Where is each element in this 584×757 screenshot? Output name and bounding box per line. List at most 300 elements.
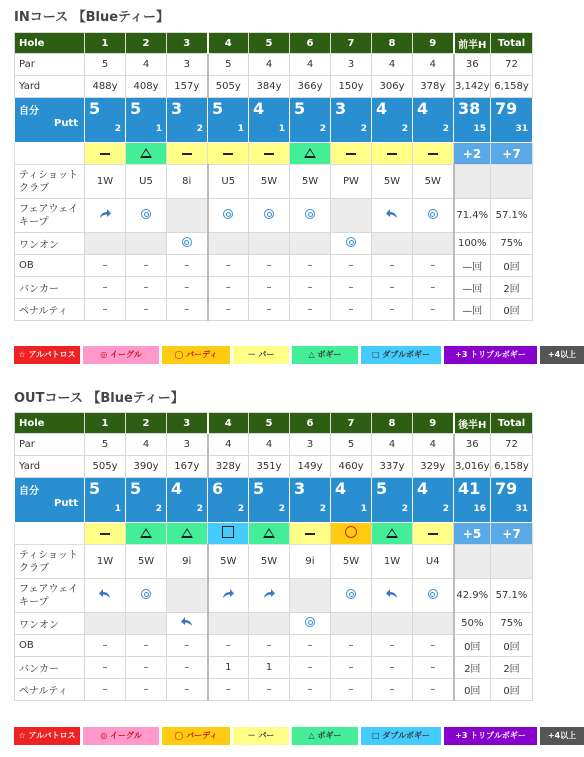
score-label-cell [15, 478, 85, 523]
score-cell [331, 478, 372, 523]
putt-count: 2 [196, 124, 203, 134]
bogey-triangle-icon [140, 528, 152, 538]
tee-club-row-cell: 8i [167, 165, 208, 199]
score-row [15, 98, 533, 143]
yard-row-cell: 488y [85, 76, 126, 98]
ob-row-cell: – [249, 635, 290, 657]
in-course-scorecard [14, 32, 533, 321]
yard-row-cell: 505y [85, 456, 126, 478]
par-row-cell: 4 [413, 54, 454, 76]
one-on-row-cell: 75% [491, 233, 533, 255]
result-mark-cell [85, 143, 126, 165]
tee-club-row-cell: 9i [290, 545, 331, 579]
score-cell [85, 98, 126, 143]
yard-row-cell: 460y [331, 456, 372, 478]
penalty-row-cell: —回 [454, 299, 491, 321]
score-cell [491, 98, 533, 143]
score-cell [208, 98, 249, 143]
score-cell [167, 478, 208, 523]
hole-number: 4 [208, 33, 249, 54]
stroke-count: 5 [89, 479, 101, 498]
result-mark-cell [413, 143, 454, 165]
penalty-row-cell: – [372, 679, 413, 701]
hole-number: 2 [126, 33, 167, 54]
par-row-cell: 4 [249, 54, 290, 76]
fairway-keep-row-cell [249, 579, 290, 613]
double-circle-icon [428, 589, 438, 599]
bogey-triangle-icon [181, 528, 193, 538]
bunker-row-cell: 1 [249, 657, 290, 679]
tee-club-row-cell: U4 [413, 545, 454, 579]
double-circle-icon [305, 617, 315, 627]
fairway-keep-row-cell [126, 199, 167, 233]
double-circle-icon [346, 237, 356, 247]
penalty-row-cell: – [413, 299, 454, 321]
tee-club-row-cell [454, 165, 491, 199]
legend-item: ◯ バーディ [162, 346, 230, 364]
result-mark-cell [331, 523, 372, 545]
penalty-row-cell: – [167, 679, 208, 701]
par-row-label: Par [15, 434, 85, 456]
bunker-row-cell: – [85, 277, 126, 299]
penalty-row-cell: – [167, 299, 208, 321]
one-on-row-cell [167, 233, 208, 255]
one-on-row-cell [290, 233, 331, 255]
par-row-cell: 4 [290, 54, 331, 76]
putt-count: 15 [473, 124, 486, 134]
bunker-row-cell: —回 [454, 277, 491, 299]
legend-item: ☆ アルバトロス [14, 727, 80, 745]
ob-row-cell: – [413, 255, 454, 277]
yard-row-label: Yard [15, 456, 85, 478]
yard-row-cell: 505y [208, 76, 249, 98]
bunker-row-cell: – [413, 277, 454, 299]
penalty-row-cell: – [413, 679, 454, 701]
par-row-cell: 3 [167, 434, 208, 456]
result-mark-cell [126, 523, 167, 545]
stroke-count: 5 [212, 99, 224, 118]
score-cell [331, 98, 372, 143]
bunker-row-cell: – [249, 277, 290, 299]
one-on-row-cell [167, 613, 208, 635]
result-mark-cell [413, 523, 454, 545]
yard-row [15, 456, 533, 478]
score-cell [290, 98, 331, 143]
hole-number: 4 [208, 413, 249, 434]
ob-row-cell: – [413, 635, 454, 657]
score-cell [413, 478, 454, 523]
result-mark-cell [208, 143, 249, 165]
bunker-row [15, 277, 533, 299]
tee-club-row-cell: 5W [290, 165, 331, 199]
fairway-keep-row-cell [372, 579, 413, 613]
score-cell [372, 478, 413, 523]
yard-row-cell: 366y [290, 76, 331, 98]
penalty-row-cell: – [126, 679, 167, 701]
par-row-cell: 36 [454, 434, 491, 456]
result-mark-cell [208, 523, 249, 545]
fairway-keep-row-cell [249, 199, 290, 233]
par-row-cell: 72 [491, 434, 533, 456]
score-cell [290, 478, 331, 523]
double-circle-icon [182, 237, 192, 247]
legend-item: ◯ バーディ [162, 727, 230, 745]
penalty-row-cell: – [331, 299, 372, 321]
one-on-row-cell [249, 233, 290, 255]
bogey-triangle-icon [304, 148, 316, 158]
score-cell [208, 478, 249, 523]
hole-number: 3 [167, 413, 208, 434]
yard-row-cell: 329y [413, 456, 454, 478]
score-cell [249, 98, 290, 143]
header-row [15, 33, 533, 54]
hole-number: 前半H [454, 33, 491, 54]
bunker-row-cell: – [372, 277, 413, 299]
par-row-cell: 4 [413, 434, 454, 456]
bogey-triangle-icon [386, 528, 398, 538]
penalty-row-cell: – [126, 299, 167, 321]
hole-number: 9 [413, 413, 454, 434]
result-mark-row [15, 143, 533, 165]
ob-row-cell: 0回 [454, 635, 491, 657]
double-circle-icon [141, 589, 151, 599]
yard-row-cell: 3,142y [454, 76, 491, 98]
ob-row-label: OB [15, 635, 85, 657]
yard-row-cell: 337y [372, 456, 413, 478]
bunker-row-cell: – [126, 277, 167, 299]
hole-number: 8 [372, 33, 413, 54]
putt-count: 2 [442, 504, 449, 514]
penalty-row [15, 679, 533, 701]
arrow-left-icon [385, 588, 399, 600]
putt-count: 2 [401, 124, 408, 134]
tee-club-row-cell: U5 [208, 165, 249, 199]
stroke-count: 3 [294, 479, 306, 498]
yard-row-cell: 306y [372, 76, 413, 98]
stroke-count: 5 [130, 99, 142, 118]
hole-number: Total [491, 413, 533, 434]
one-on-row-cell [372, 233, 413, 255]
bunker-row-cell: – [290, 657, 331, 679]
bunker-row-label: バンカー [15, 657, 85, 679]
fairway-keep-row-cell: 57.1% [491, 579, 533, 613]
legend-item: △ ボギー [292, 727, 358, 745]
over-par-total: +5 [454, 523, 491, 545]
score-cell [372, 98, 413, 143]
putt-count: 2 [196, 504, 203, 514]
tee-club-row [15, 545, 533, 579]
in-course-title: INコース 【Blueティー】 [14, 10, 169, 25]
one-on-row-cell [85, 613, 126, 635]
tee-club-row-cell: 9i [167, 545, 208, 579]
hole-number: 6 [290, 33, 331, 54]
par-row-cell: 72 [491, 54, 533, 76]
stroke-count: 41 [458, 479, 481, 498]
fairway-keep-row-cell [413, 579, 454, 613]
par-row-cell: 4 [208, 434, 249, 456]
putt-count: 2 [360, 124, 367, 134]
penalty-row-cell: – [290, 679, 331, 701]
yard-row-cell: 150y [331, 76, 372, 98]
ob-row-cell: – [208, 635, 249, 657]
result-mark-cell [167, 523, 208, 545]
yard-row-cell: 390y [126, 456, 167, 478]
ob-row-cell: —回 [454, 255, 491, 277]
result-mark-cell [167, 143, 208, 165]
score-cell [249, 478, 290, 523]
double-circle-icon [428, 209, 438, 219]
par-row-cell: 3 [167, 54, 208, 76]
bunker-row-cell: – [85, 657, 126, 679]
ob-row-cell: – [208, 255, 249, 277]
ob-row [15, 255, 533, 277]
ob-row-cell: – [167, 635, 208, 657]
par-dash-icon [428, 533, 438, 535]
fairway-keep-row-cell [290, 579, 331, 613]
putt-count: 2 [278, 504, 285, 514]
one-on-row-cell [249, 613, 290, 635]
yard-row-cell: 149y [290, 456, 331, 478]
bunker-row-cell: – [331, 277, 372, 299]
header-row [15, 413, 533, 434]
fairway-keep-row-cell [85, 199, 126, 233]
result-mark-label [15, 523, 85, 545]
yard-row-cell: 157y [167, 76, 208, 98]
ob-row-cell: – [85, 255, 126, 277]
par-row-cell: 3 [331, 54, 372, 76]
bunker-row-label: バンカー [15, 277, 85, 299]
stroke-count: 4 [171, 479, 183, 498]
score-label-cell [15, 98, 85, 143]
one-on-row-cell [85, 233, 126, 255]
tee-club-row-cell: 5W [249, 545, 290, 579]
stroke-count: 4 [253, 99, 265, 118]
putt-count: 2 [319, 124, 326, 134]
fairway-keep-row-cell [208, 579, 249, 613]
par-row-cell: 4 [249, 434, 290, 456]
one-on-row-cell [290, 613, 331, 635]
stroke-count: 3 [171, 99, 183, 118]
score-legend [14, 727, 577, 745]
hole-number: 8 [372, 413, 413, 434]
yard-row-cell: 408y [126, 76, 167, 98]
score-cell [413, 98, 454, 143]
penalty-row-label: ペナルティ [15, 299, 85, 321]
penalty-row-cell: – [85, 299, 126, 321]
legend-item: □ ダブルボギー [361, 727, 441, 745]
score-legend [14, 346, 577, 364]
tee-club-row-label: ティショットクラブ [15, 165, 85, 199]
one-on-row-cell: 50% [454, 613, 491, 635]
one-on-row-label: ワンオン [15, 233, 85, 255]
penalty-row-cell: – [331, 679, 372, 701]
score-cell [454, 98, 491, 143]
stroke-count: 4 [376, 99, 388, 118]
tee-club-row-cell: 5W [208, 545, 249, 579]
fairway-keep-row-cell [331, 199, 372, 233]
putt-count: 2 [319, 504, 326, 514]
one-on-row [15, 613, 533, 635]
par-row-cell: 5 [331, 434, 372, 456]
fairway-keep-row-label: フェアウェイキープ [15, 199, 85, 233]
fairway-keep-row-cell [331, 579, 372, 613]
bunker-row-cell: 2回 [491, 277, 533, 299]
result-mark-label [15, 143, 85, 165]
fairway-keep-row-cell: 71.4% [454, 199, 491, 233]
legend-item: － パー [233, 727, 289, 745]
penalty-row-cell: 0回 [454, 679, 491, 701]
yard-row-cell: 378y [413, 76, 454, 98]
penalty-row-cell: – [208, 299, 249, 321]
stroke-count: 4 [417, 99, 429, 118]
stroke-count: 38 [458, 99, 481, 118]
ob-row-cell: – [331, 635, 372, 657]
hole-number: 3 [167, 33, 208, 54]
out-course-title: OUTコース 【Blueティー】 [14, 391, 184, 406]
one-on-row-cell [372, 613, 413, 635]
double-circle-icon [223, 209, 233, 219]
hole-number: 6 [290, 413, 331, 434]
stroke-count: 5 [89, 99, 101, 118]
out-course-scorecard [14, 412, 533, 701]
par-row-cell: 4 [126, 54, 167, 76]
ob-row-cell: – [331, 255, 372, 277]
arrow-left-icon [385, 208, 399, 220]
hole-label: Hole [15, 413, 85, 434]
score-label: 自分 [19, 486, 39, 497]
stroke-count: 5 [130, 479, 142, 498]
bunker-row-cell: – [372, 657, 413, 679]
par-row-label: Par [15, 54, 85, 76]
yard-row-cell: 351y [249, 456, 290, 478]
arrow-right-icon [221, 588, 235, 600]
ob-row-cell: – [290, 635, 331, 657]
double-circle-icon [305, 209, 315, 219]
stroke-count: 4 [417, 479, 429, 498]
result-mark-cell [290, 143, 331, 165]
hole-number: 7 [331, 413, 372, 434]
par-dash-icon [264, 153, 274, 155]
ob-row-cell: – [85, 635, 126, 657]
ob-row-cell: – [126, 635, 167, 657]
bunker-row-cell: 2回 [454, 657, 491, 679]
bunker-row-cell: – [167, 277, 208, 299]
legend-item: +4以上 [540, 346, 584, 364]
stroke-count: 3 [335, 99, 347, 118]
score-cell [167, 98, 208, 143]
tee-club-row-cell: 1W [85, 165, 126, 199]
fairway-keep-row-cell [413, 199, 454, 233]
par-row-cell: 36 [454, 54, 491, 76]
one-on-row-cell [126, 613, 167, 635]
legend-item: +3 トリプルボギー [444, 727, 537, 745]
tee-club-row-cell: 1W [85, 545, 126, 579]
over-par-total: +7 [491, 523, 533, 545]
double-circle-icon [141, 209, 151, 219]
par-dash-icon [428, 153, 438, 155]
bogey-triangle-icon [263, 528, 275, 538]
par-dash-icon [305, 533, 315, 535]
bunker-row-cell: – [167, 657, 208, 679]
ob-row-cell: 0回 [491, 255, 533, 277]
hole-number: 1 [85, 413, 126, 434]
par-row-cell: 4 [126, 434, 167, 456]
putt-count: 1 [114, 504, 121, 514]
putt-count: 2 [155, 504, 162, 514]
hole-number: 5 [249, 33, 290, 54]
over-par-total: +2 [454, 143, 491, 165]
stroke-count: 6 [212, 479, 224, 498]
penalty-row [15, 299, 533, 321]
tee-club-row-cell: 5W [126, 545, 167, 579]
result-mark-cell [126, 143, 167, 165]
putt-count: 1 [155, 124, 162, 134]
ob-row-label: OB [15, 255, 85, 277]
penalty-row-cell: 0回 [491, 299, 533, 321]
legend-item: ◎ イーグル [83, 346, 159, 364]
one-on-row-cell: 100% [454, 233, 491, 255]
putt-count: 1 [278, 124, 285, 134]
par-row-cell: 5 [85, 434, 126, 456]
double-circle-icon [264, 209, 274, 219]
hole-number: 1 [85, 33, 126, 54]
putt-count: 1 [237, 124, 244, 134]
score-row [15, 478, 533, 523]
penalty-row-cell: 0回 [491, 679, 533, 701]
result-mark-cell [372, 523, 413, 545]
double-circle-icon [346, 589, 356, 599]
score-cell [491, 478, 533, 523]
hole-number: 2 [126, 413, 167, 434]
fairway-keep-row-cell [167, 579, 208, 613]
yard-row-cell: 384y [249, 76, 290, 98]
fairway-keep-row [15, 579, 533, 613]
penalty-row-cell: – [249, 299, 290, 321]
result-mark-cell [290, 523, 331, 545]
legend-item: － パー [233, 346, 289, 364]
bogey-triangle-icon [140, 148, 152, 158]
result-mark-row [15, 523, 533, 545]
ob-row-cell: – [249, 255, 290, 277]
double-bogey-square-icon [222, 526, 234, 538]
putt-count: 2 [237, 504, 244, 514]
penalty-row-cell: – [372, 299, 413, 321]
hole-number: 5 [249, 413, 290, 434]
bunker-row-cell: – [208, 277, 249, 299]
over-par-total: +7 [491, 143, 533, 165]
one-on-row-cell [331, 233, 372, 255]
one-on-row-cell [413, 233, 454, 255]
fairway-keep-row-cell: 42.9% [454, 579, 491, 613]
ob-row [15, 635, 533, 657]
penalty-row-cell: – [208, 679, 249, 701]
fairway-keep-row [15, 199, 533, 233]
legend-item: +4以上 [540, 727, 584, 745]
result-mark-cell [249, 143, 290, 165]
one-on-row-label: ワンオン [15, 613, 85, 635]
par-row-cell: 3 [290, 434, 331, 456]
yard-row-cell: 6,158y [491, 76, 533, 98]
fairway-keep-row-cell [208, 199, 249, 233]
yard-row-label: Yard [15, 76, 85, 98]
yard-row-cell: 328y [208, 456, 249, 478]
bunker-row-cell: – [413, 657, 454, 679]
bunker-row [15, 657, 533, 679]
stroke-count: 79 [495, 479, 518, 498]
result-mark-cell [249, 523, 290, 545]
bunker-row-cell: – [290, 277, 331, 299]
result-mark-cell [85, 523, 126, 545]
